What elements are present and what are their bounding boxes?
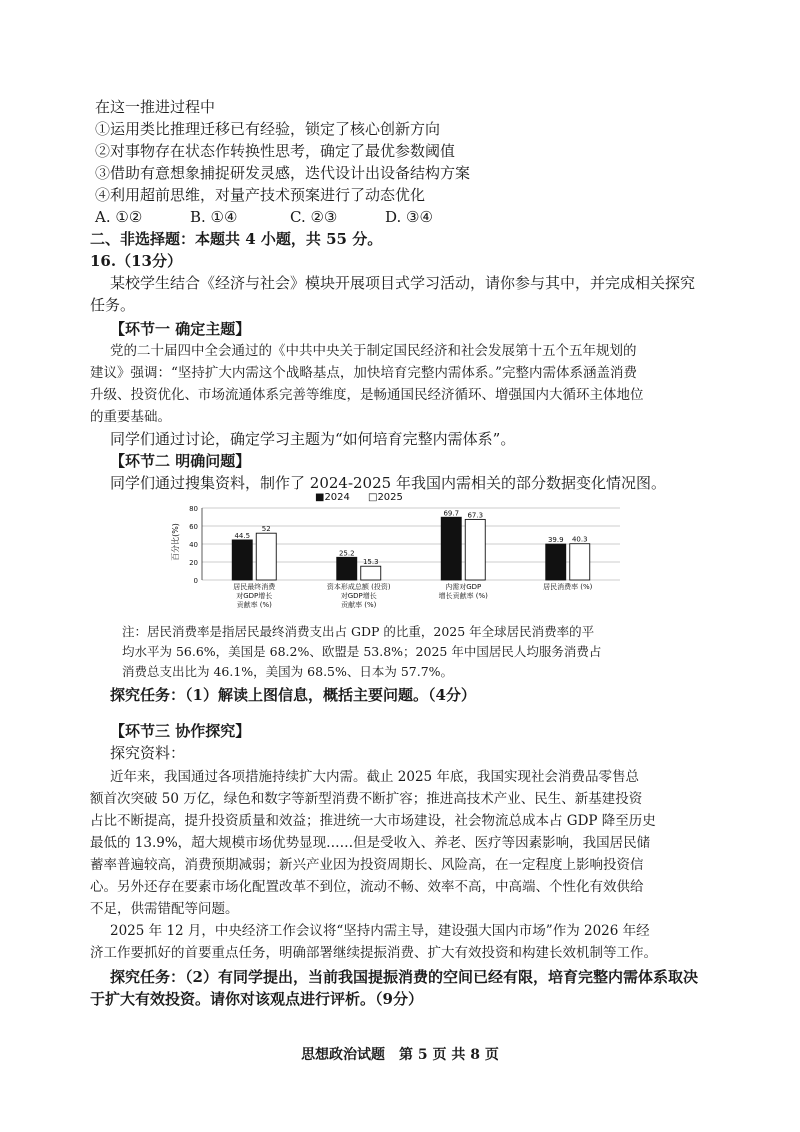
choice-a: A. ①② [95,208,143,226]
option-2: ②对事物存在状态作转换性思考，确定了最优参数阈值 [95,142,456,160]
stage1-title: 【环节一 确定主题】 [110,320,251,338]
material-para1-line-5: 蓄率普遍较高，消费预期减弱；新兴产业因为投资周期长、风险高，在一定程度上影响投资信 [90,857,644,873]
bar-2024 [546,544,566,580]
y-tick-label: 20 [189,559,198,567]
page-footer: 思想政治试题 第 5 页 共 8 页 [301,1047,499,1063]
stage2-title: 【环节二 明确问题】 [110,452,251,470]
bar-2025 [256,533,276,580]
y-axis-label: 百分比(%) [171,523,180,561]
legend-2025: □2025 [368,492,403,503]
data-label: 67.3 [467,511,484,520]
y-tick-label: 40 [189,541,198,549]
x-tick-label: 对GDP增长 [236,592,273,600]
chart-note-2: 均水平为 56.6%，美国是 68.2%、欧盟是 53.8%；2025 年中国居民人均服务消费占 [122,644,602,659]
task-1: 探究任务：（1）解读上图信息，概括主要问题。（4分） [110,686,476,704]
question-number: 16.（13分） [90,252,182,270]
stage1-conclusion: 同学们通过讨论，确定学习主题为“如何培育完整内需体系”。 [110,430,516,448]
x-tick-label: 贡献率 (%) [341,601,377,609]
material-para1-line-6: 心。另外还存在要素市场化配置改革不到位，流动不畅、效率不高，中高端、个性化有效供给 [90,879,644,895]
x-tick-label: 内需对GDP [445,583,482,591]
stage1-text-4: 的重要基础。 [90,409,171,425]
x-tick-label: 贡献率 (%) [236,601,272,609]
choice-b: B. ①④ [190,208,238,226]
y-tick-label: 0 [193,577,198,585]
bar-2024 [441,517,461,580]
bar-2024 [337,557,357,580]
choice-d: D. ③④ [385,208,433,226]
bar-2025 [465,519,485,580]
x-tick-label: 居民最终消费 [233,583,276,591]
material-label: 探究资料： [110,744,186,762]
y-tick-label: 60 [189,523,198,531]
option-1: ①运用类比推理迁移已有经验，锁定了核心创新方向 [95,120,441,138]
stage1-text-3: 升级、投资优化、市场流通体系完善等维度，是畅通国民经济循环、增强国内大循环主体地位 [90,387,644,403]
task-2-line-1: 探究任务：（2）有同学提出，当前我国提振消费的空间已经有限，培育完整内需体系取决 [110,968,698,986]
bar-2025 [570,544,590,580]
task-2-line-2: 于扩大有效投资。请你对该观点进行评析。（9分） [90,990,423,1008]
chart-note-3: 消费总支出比为 46.1%，美国为 68.5%、日本为 57.7%。 [122,664,454,679]
x-tick-label: 对GDP增长 [340,592,377,600]
task-intro-line-2: 任务。 [90,296,136,314]
material-para1-line-7: 不足，供需错配等问题。 [90,901,239,917]
material-para1-line-2: 额首次突破 50 万亿，绿色和数字等新型消费不断扩容；推进高技术产业、民生、新基建投资 [90,791,643,807]
section-title: 二、非选择题：本题共 4 小题，共 55 分。 [90,230,383,248]
material-para2-line-2: 济工作要抓好的首要重点任务，明确部署继续提振消费、扩大有效投资和构建长效机制等工作。 [90,945,657,961]
bar-2024 [232,540,252,580]
material-para1-line-3: 占比不断提高，提升投资质量和效益；推进统一大市场建设，社会物流总成本占 GDP 降至历史 [90,813,656,829]
x-tick-label: 资本形成总额 (投资) [326,583,391,591]
x-tick-label: 居民消费率 (%) [543,583,593,591]
stage1-text-2: 建议》强调：“坚持扩大内需这个战略基点，加快培育完整内需体系。”完整内需体系涵盖消费 [90,365,638,381]
data-label: 39.9 [547,536,564,545]
task-intro-line-1: 某校学生结合《经济与社会》模块开展项目式学习活动，请你参与其中，并完成相关探究 [110,274,696,292]
stage2-text: 同学们通过搜集资料，制作了 2024-2025 年我国内需相关的部分数据变化情况图。 [110,474,666,492]
stage1-text-1: 党的二十届四中全会通过的《中共中央关于制定国民经济和社会发展第十五个五年规划的 [110,343,637,359]
bar-chart [150,492,650,620]
stage3-title: 【环节三 协作探究】 [110,722,251,740]
y-tick-label: 80 [189,505,198,513]
intro-line: 在这一推进过程中 [95,98,216,116]
data-label: 40.3 [571,535,588,544]
material-para1-line-4: 最低的 13.9%，超大规模市场优势显现……但是受收入、养老、医疗等因素影响，我国居民储 [90,835,651,851]
data-label: 44.5 [234,531,251,540]
material-para1-line-1: 近年来，我国通过各项措施持续扩大内需。截止 2025 年底，我国实现社会消费品零售总 [110,769,639,785]
data-label: 15.3 [362,558,379,567]
choice-c: C. ②③ [290,208,338,226]
data-label: 52 [261,525,271,534]
legend-2024: ■2024 [315,492,350,503]
x-tick-label: 增长贡献率 (%) [438,592,488,600]
data-label: 25.2 [338,549,355,558]
option-4: ④利用超前思维，对量产技术预案进行了动态优化 [95,186,426,204]
data-label: 69.7 [443,509,460,518]
chart-note-1: 注：居民消费率是指居民最终消费支出占 GDP 的比重，2025 年全球居民消费率的平 [122,624,595,639]
material-para2-line-1: 2025 年 12 月，中央经济工作会议将“坚持内需主导，建设强大国内市场”作为 2026 年经 [110,923,650,939]
bar-chart-svg [150,492,650,620]
option-3: ③借助有意想象捕捉研发灵感，迭代设计出设备结构方案 [95,164,471,182]
bar-2025 [361,566,381,580]
